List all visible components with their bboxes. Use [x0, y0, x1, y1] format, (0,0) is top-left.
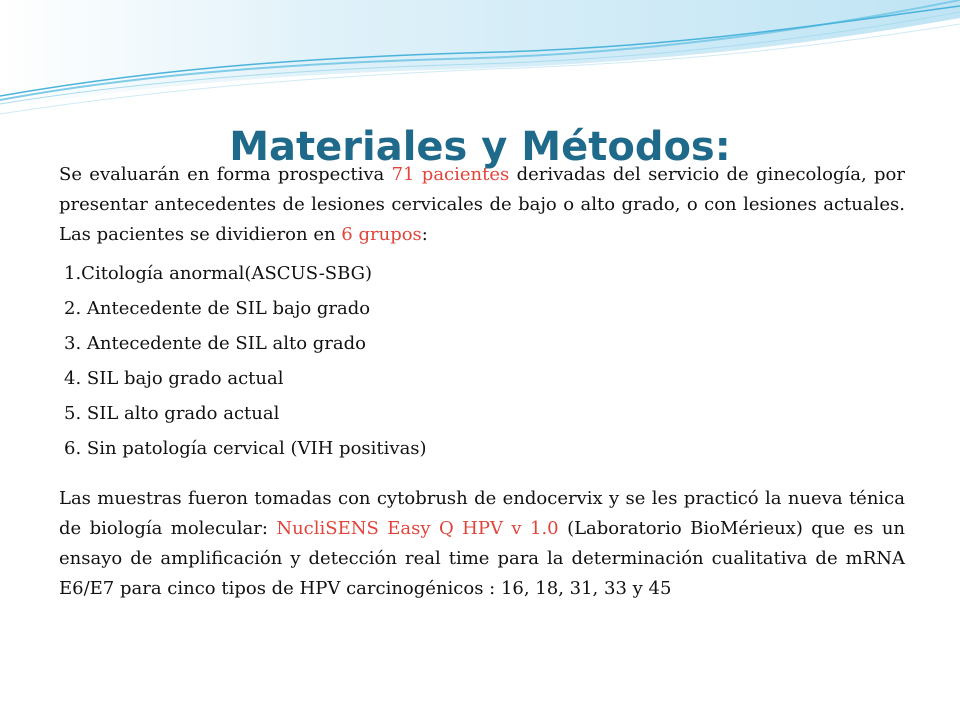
methods-text-2: (Laboratorio BioMérieux) que es un ensayo de amplificación y detección real time para la determinación cualitativa de mRNA E6/E7 para cinco tipos de HPV carcinogénicos : 16, 18, 31, 33 y 45 [59, 518, 905, 599]
methods-text-1: Las muestras fueron tomadas con cytobrush de endocervix y se les practicó la nueva ténica de biología molecular: [59, 488, 905, 539]
intro-text-3: : [421, 224, 428, 245]
header-wave-decoration [0, 0, 960, 130]
slide-title: Materiales y Métodos: [229, 123, 731, 170]
slide-body [59, 160, 905, 604]
groups-list [59, 256, 905, 466]
methods-paragraph [59, 484, 905, 604]
group-item: 4. SIL bajo grado actual [64, 368, 284, 389]
intro-text-1: Se evaluarán en forma prospectiva [59, 164, 392, 185]
group-count-highlight: 6 grupos [341, 224, 422, 245]
group-item: 3. Antecedente de SIL alto grado [64, 333, 366, 354]
intro-paragraph [59, 160, 905, 250]
group-item: 2. Antecedente de SIL bajo grado [64, 298, 371, 319]
assay-name-highlight: NucliSENS Easy Q HPV v 1.0 [276, 518, 559, 539]
group-item: 5. SIL alto grado actual [64, 403, 280, 424]
group-item: 1.Citología anormal(ASCUS-SBG) [64, 263, 373, 284]
group-item: 6. Sin patología cervical (VIH positivas) [64, 438, 427, 459]
intro-text-2: derivadas del servicio de ginecología, por presentar antecedentes de lesiones cervicales de bajo o alto grado, o con lesiones actuales. Las pacientes se dividieron en [59, 164, 905, 245]
patient-count-highlight: 71 pacientes [391, 164, 510, 185]
